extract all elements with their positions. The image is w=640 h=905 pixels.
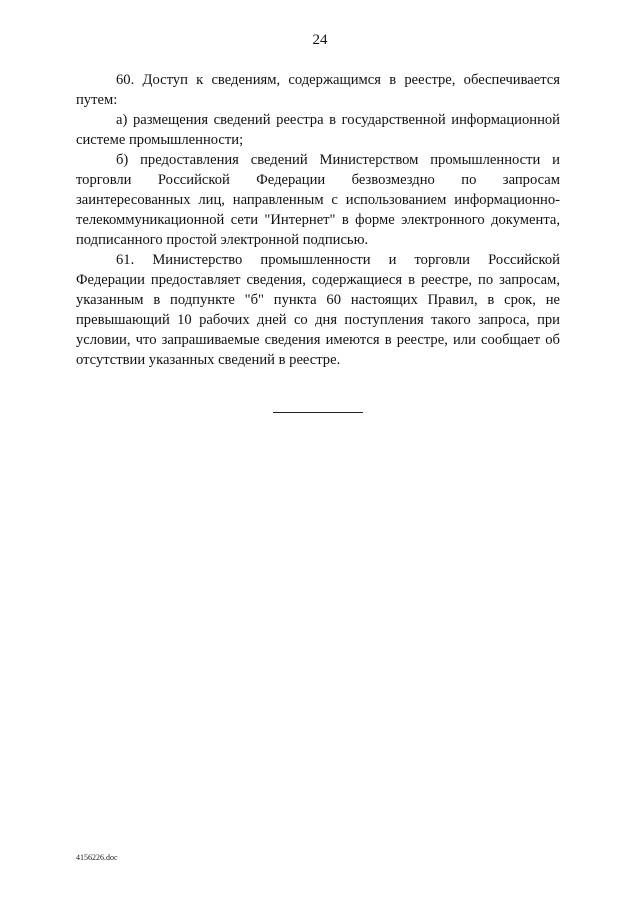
end-divider bbox=[273, 412, 363, 413]
document-body bbox=[76, 70, 560, 370]
paragraph-60-a: а) размещения сведений реестра в государственной информационной системе промышленности; bbox=[76, 112, 560, 148]
footer-file-name: 4156226.doc bbox=[76, 853, 118, 862]
page-number: 24 bbox=[312, 32, 328, 48]
paragraph-60-b: б) предоставления сведений Министерством промышленности и торговли Российской Федерации безвозмездно по запросам заинтересованных лиц, направленным с использованием информационно-телекоммуникационной сети "Интернет" в форме электронного документа, подписанного простой электронной подписью. bbox=[76, 152, 560, 248]
paragraph-60: 60. Доступ к сведениям, содержащимся в реестре, обеспечивается путем: bbox=[76, 72, 560, 108]
paragraph-61: 61. Министерство промышленности и торговли Российской Федерации предоставляет сведения, содержащиеся в реестре, по запросам, указанным в подпункте "б" пункта 60 настоящих Правил, в срок, не превышающий 10 рабочих дней со дня поступления такого запроса, при условии, что запрашиваемые сведения имеются в реестре, или сообщает об отсутствии указанных сведений в реестре. bbox=[76, 252, 560, 368]
